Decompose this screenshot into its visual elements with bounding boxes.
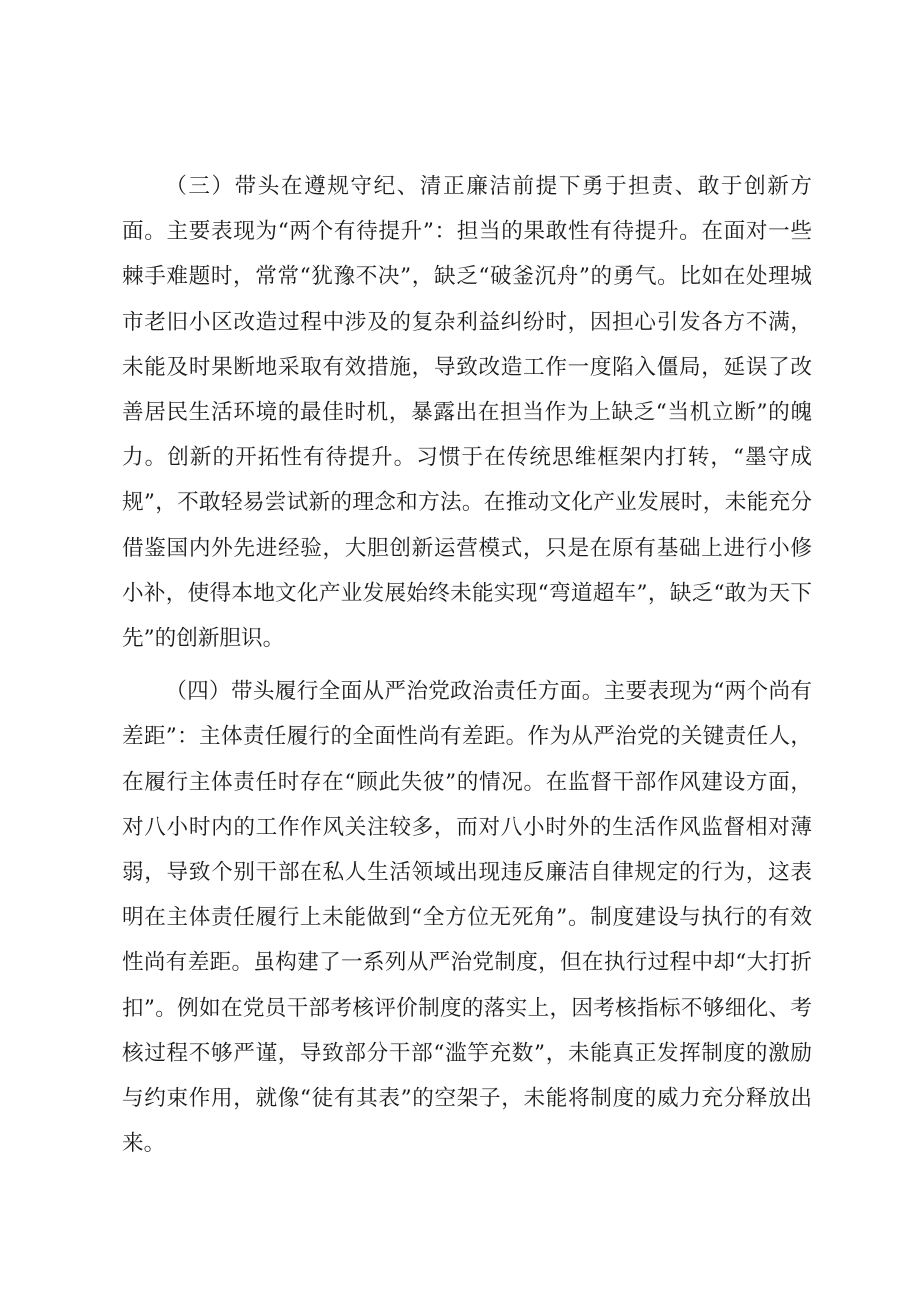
document-body bbox=[122, 164, 812, 1174]
paragraph-section-three: （三）带头在遵规守纪、清正廉洁前提下勇于担责、敢于创新方面。主要表现为“两个有待提升”：担当的果敢性有待提升。在面对一些棘手难题时，常常“犹豫不决”，缺乏“破釜沉舟”的勇气。比如在处理城市老旧小区改造过程中涉及的复杂利益纠纷时，因担心引发各方不满，未能及时果断地采取有效措施，导致改造工作一度陷入僵局，延误了改善居民生活环境的最佳时机，暴露出在担当作为上缺乏“当机立断”的魄力。创新的开拓性有待提升。习惯于在传统思维框架内打转，“墨守成规”，不敢轻易尝试新的理念和方法。在推动文化产业发展时，未能充分借鉴国内外先进经验，大胆创新运营模式，只是在原有基础上进行小修小补，使得本地文化产业发展始终未能实现“弯道超车”，缺乏“敢为天下先”的创新胆识。 bbox=[122, 174, 812, 652]
paragraph-section-four: （四）带头履行全面从严治党政治责任方面。主要表现为“两个尚有差距”：主体责任履行的全面性尚有差距。作为从严治党的关键责任人，在履行主体责任时存在“顾此失彼”的情况。在监督干部作风建设方面，对八小时内的工作作风关注较多，而对八小时外的生活作风监督相对薄弱，导致个别干部在私人生活领域出现违反廉洁自律规定的行为，这表明在主体责任履行上未能做到“全方位无死角”。制度建设与执行的有效性尚有差距。虽构建了一系列从严治党制度，但在执行过程中却“大打折扣”。例如在党员干部考核评价制度的落实上，因考核指标不够细化、考核过程不够严谨，导致部分干部“滥竽充数”，未能真正发挥制度的激励与约束作用，就像“徒有其表”的空架子，未能将制度的威力充分释放出来。 bbox=[122, 679, 812, 1157]
